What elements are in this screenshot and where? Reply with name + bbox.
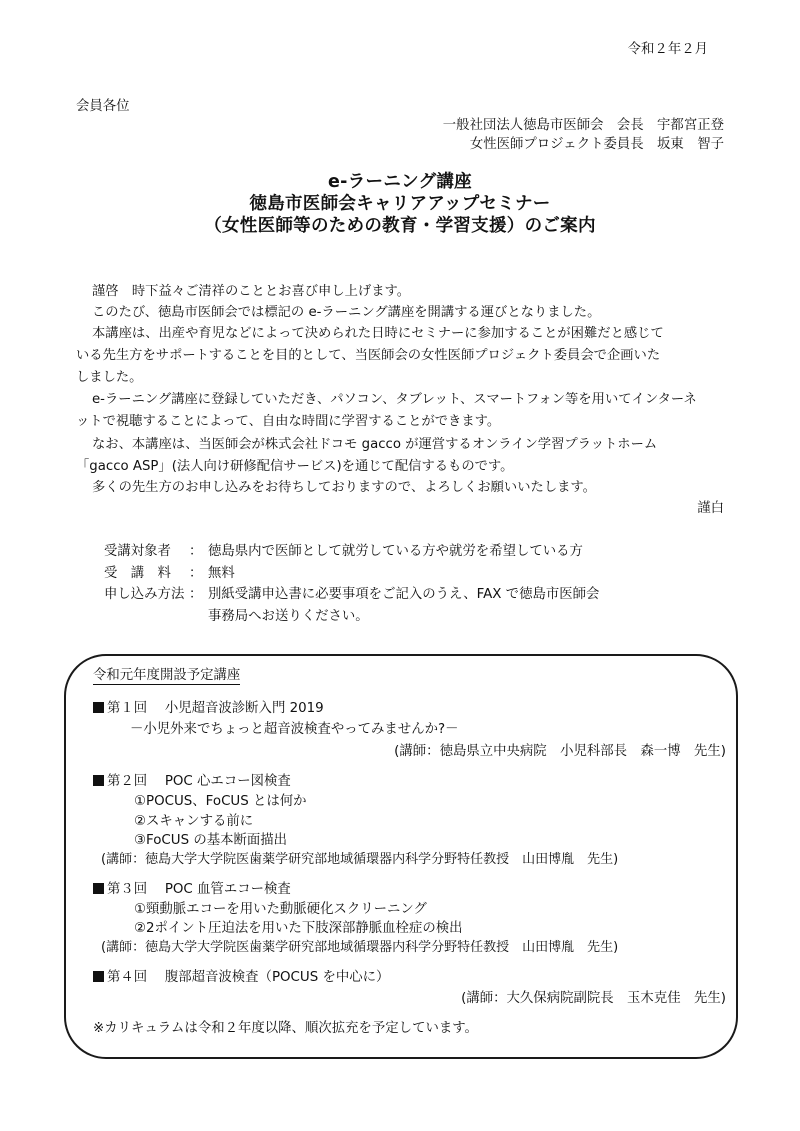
- title-line-2: 徳島市医師会キャリアアップセミナー: [249, 194, 551, 214]
- sender-line-1: 一般社団法人徳島市医師会 会長 宇都宮正登: [442, 118, 724, 133]
- target-label: 受講対象者: [104, 544, 171, 559]
- body-paragraph-4-line-1: e-ラーニング講座に登録していただき、パソコン、タブレット、スマートフォン等を用いてインターネ: [92, 392, 697, 407]
- course-3-item-1: ①頸動脈エコーを用いた動脈硬化スクリーニング: [134, 902, 427, 917]
- square-bullet-icon: [93, 702, 104, 713]
- body-paragraph-5-line-2: 「gacco ASP」(法人向け研修配信サービス)を通じて配信するものです。: [76, 459, 514, 474]
- curriculum-note: ※カリキュラムは令和２年度以降、順次拡充を予定しています。: [93, 1021, 478, 1036]
- apply-value-line-1: 別紙受講申込書に必要事項をご記入のうえ、FAX で徳島市医師会: [208, 587, 600, 602]
- course-4-title-text: 第４回 腹部超音波検査（POCUS を中心に）: [107, 970, 390, 985]
- fee-label: 受 講 料: [104, 566, 171, 581]
- course-1-title-text: 第１回 小児超音波診断入門 2019: [107, 701, 324, 716]
- course-2-item-3: ③FoCUS の基本断面描出: [134, 833, 288, 848]
- title-line-1: e-ラーニング講座: [328, 172, 472, 192]
- target-separator: ：: [189, 544, 203, 559]
- body-paragraph-3-line-1: 本講座は、出産や育児などによって決められた日時にセミナーに参加することが困難だと感じて: [92, 326, 664, 341]
- recipient: 会員各位: [76, 99, 130, 114]
- closing-word: 謹白: [697, 501, 724, 516]
- body-paragraph-6: 多くの先生方のお申し込みをお待ちしておりますので、よろしくお願いいたします。: [92, 480, 596, 495]
- course-2-item-1: ①POCUS、FoCUS とは何か: [134, 794, 307, 809]
- body-paragraph-3-line-2: いる先生方をサポートすることを目的として、当医師会の女性医師プロジェクト委員会で企画いた: [76, 348, 661, 363]
- course-3-lecturer: (講師：徳島大学大学院医歯薬学研究部地域循環器内科学分野特任教授 山田博胤 先生): [101, 940, 619, 955]
- course-1-lecturer: (講師：徳島県立中央病院 小児科部長 森一博 先生): [394, 744, 726, 759]
- date: 令和２年２月: [627, 42, 708, 57]
- body-paragraph-2: このたび、徳島市医師会では標記の e-ラーニング講座を開講する運びとなりました。: [92, 305, 601, 320]
- course-2-item-2: ②スキャンする前に: [134, 814, 254, 829]
- course-4-title: [93, 966, 389, 985]
- body-greeting: 謹啓 時下益々ご清祥のこととお喜び申し上げます。: [92, 284, 411, 299]
- course-2-lecturer: (講師：徳島大学大学院医歯薬学研究部地域循環器内科学分野特任教授 山田博胤 先生): [101, 852, 619, 867]
- body-paragraph-4-line-2: ットで視聴することによって、自由な時間に学習することができます。: [76, 414, 501, 429]
- course-3-title-text: 第３回 POC 血管エコー検査: [107, 882, 291, 897]
- apply-value-line-2: 事務局へお送りください。: [208, 609, 369, 624]
- course-1-subtitle: －小児外来でちょっと超音波検査やってみませんか?－: [130, 722, 459, 737]
- title-line-3: （女性医師等のための教育・学習支援）のご案内: [204, 216, 596, 236]
- square-bullet-icon: [93, 883, 104, 894]
- fee-separator: ：: [189, 566, 203, 581]
- square-bullet-icon: [93, 775, 104, 786]
- course-4-lecturer: (講師：大久保病院副院長 玉木克佳 先生): [461, 991, 726, 1006]
- square-bullet-icon: [93, 971, 104, 982]
- body-paragraph-3-line-3: しました。: [76, 370, 143, 385]
- fee-value: 無料: [208, 566, 235, 581]
- body-paragraph-5-line-1: なお、本講座は、当医師会が株式会社ドコモ gacco が運営するオンライン学習プラットホーム: [92, 437, 658, 452]
- sender-line-2: 女性医師プロジェクト委員長 坂東 智子: [469, 137, 724, 152]
- course-3-item-2: ②2ポイント圧迫法を用いた下肢深部静脈血栓症の検出: [134, 921, 463, 936]
- courses-header: 令和元年度開設予定講座: [93, 664, 240, 685]
- course-2-title-text: 第２回 POC 心エコー図検査: [107, 774, 291, 789]
- target-value: 徳島県内で医師として就労している方や就労を希望している方: [208, 544, 583, 559]
- apply-label: 申し込み方法: [104, 587, 185, 602]
- course-2-title: [93, 770, 291, 789]
- course-1-title: [93, 697, 324, 716]
- course-3-title: [93, 878, 291, 897]
- apply-separator: ：: [189, 587, 203, 602]
